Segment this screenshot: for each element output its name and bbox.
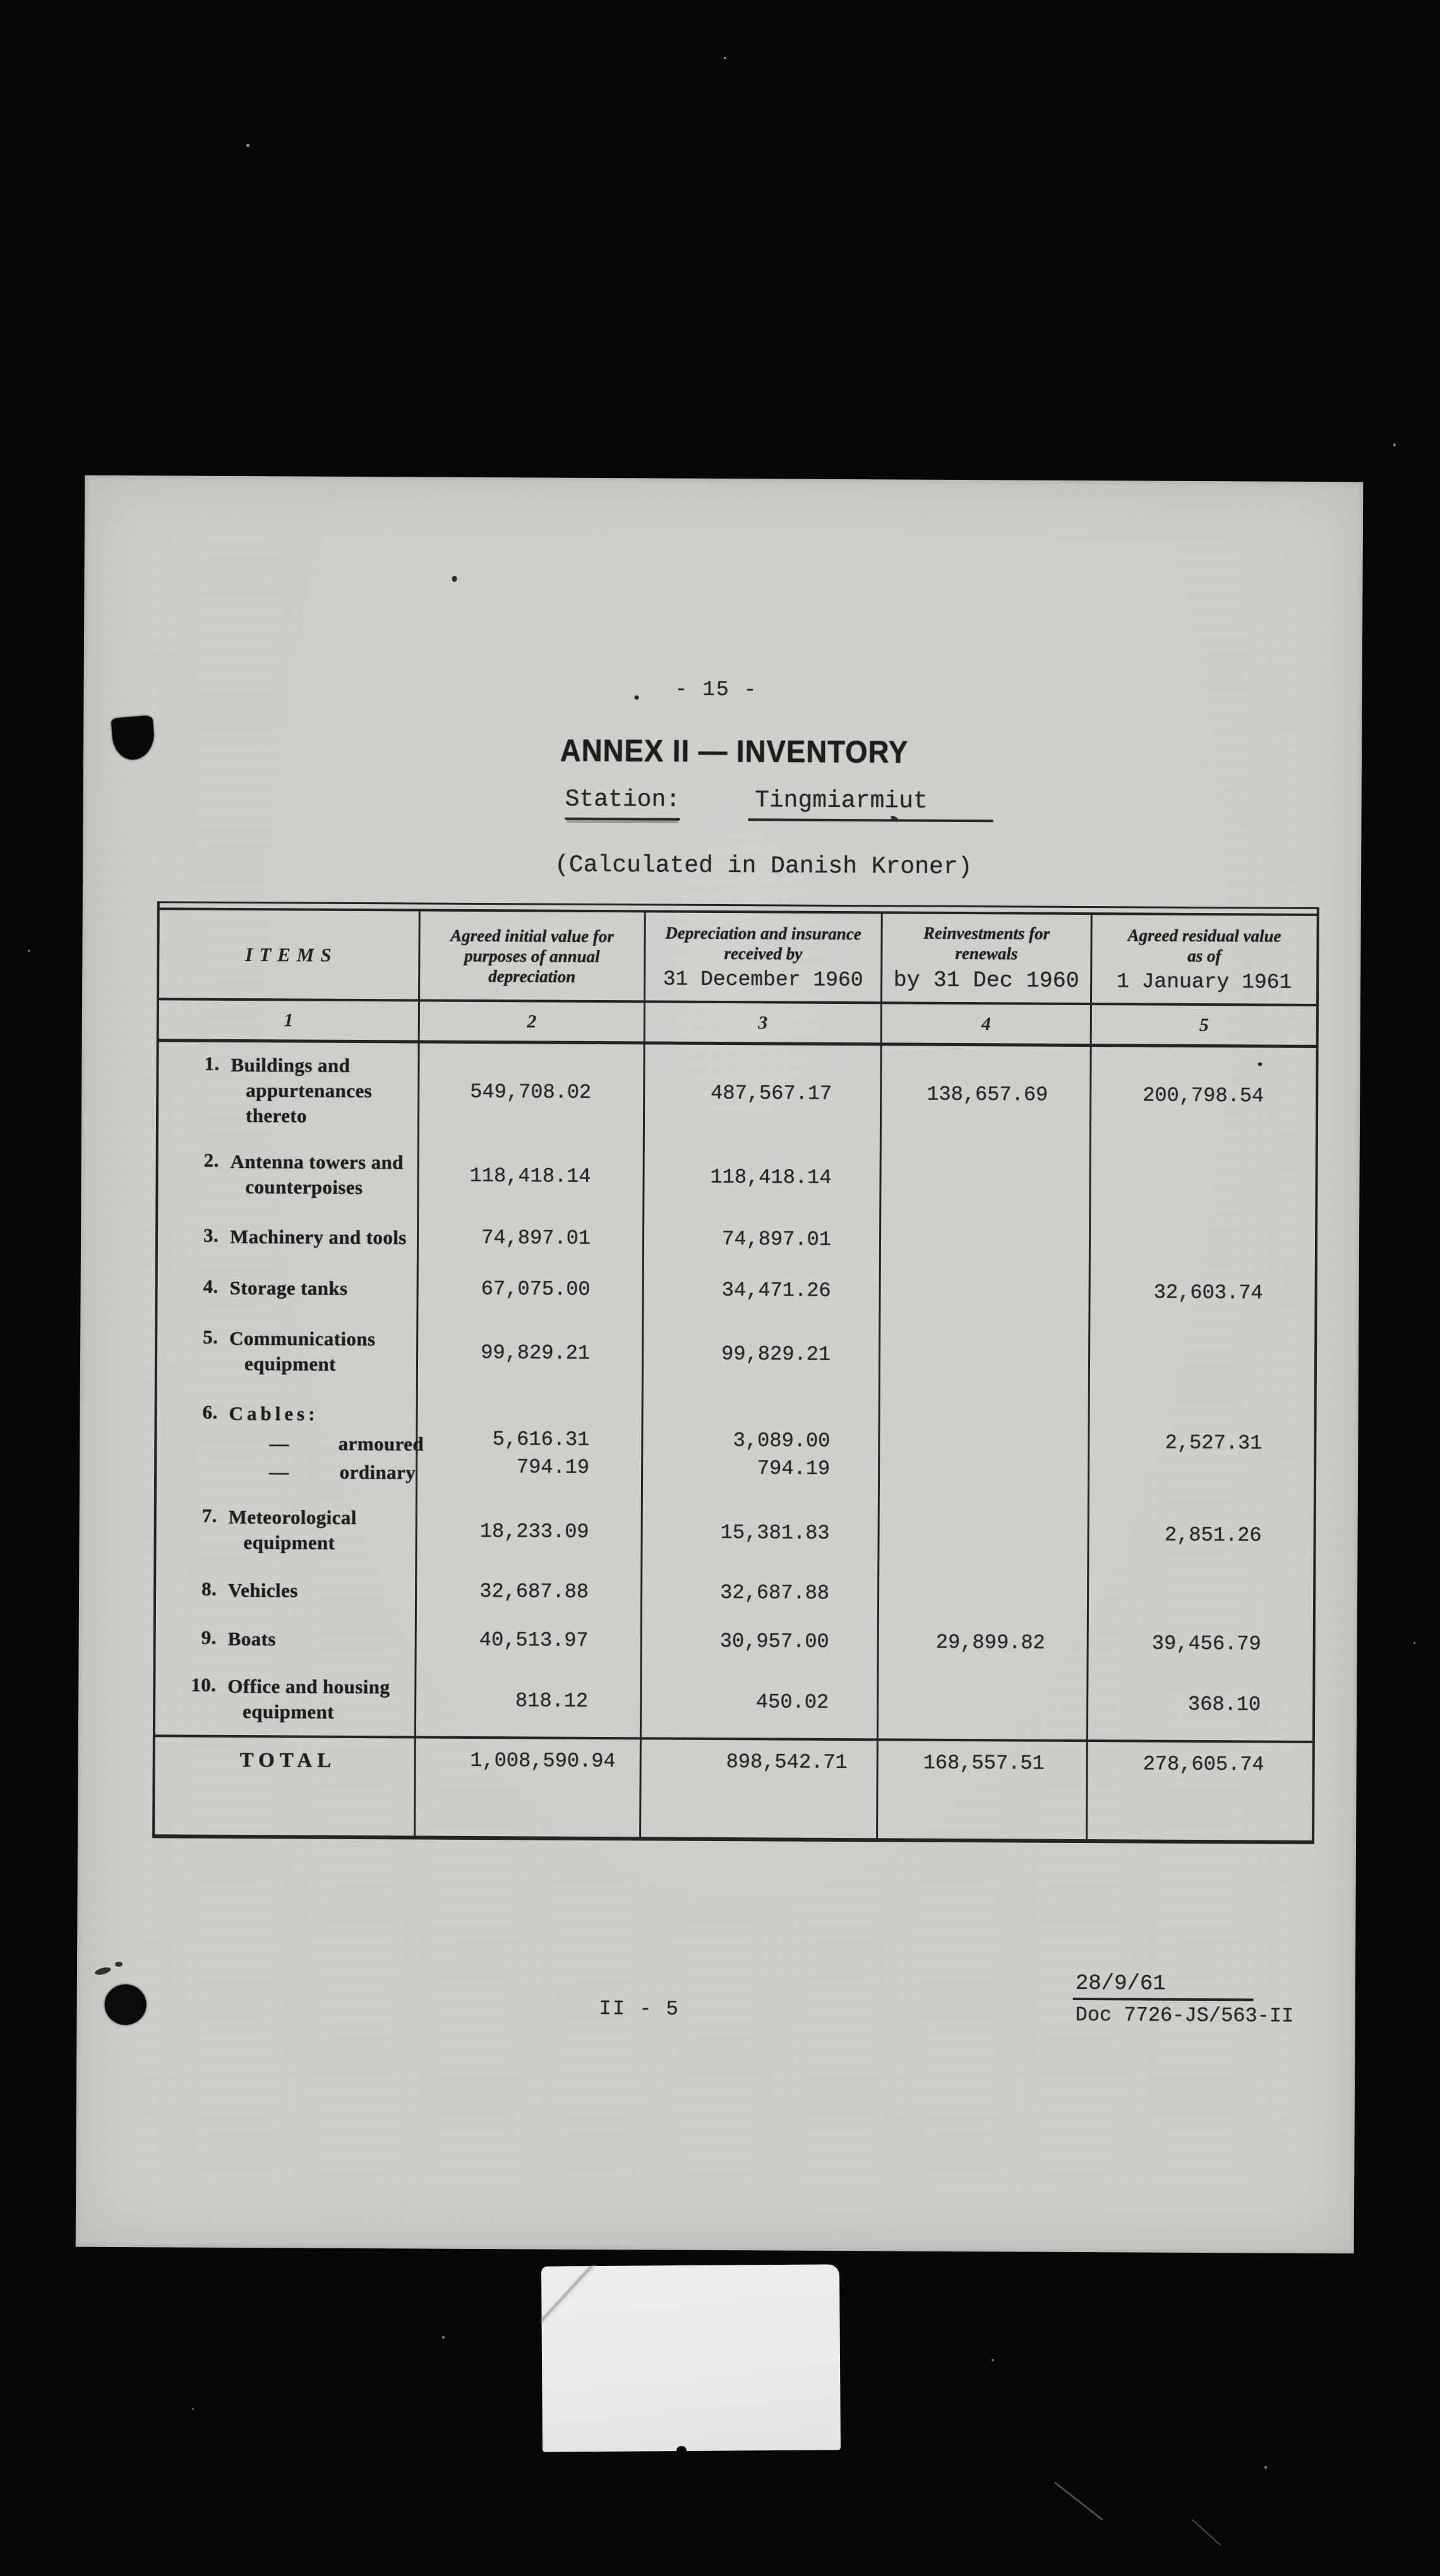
total-value-cell [1086,1739,1312,1840]
cell-value: 74,897.01 [722,1227,832,1251]
header-line: renewals [955,943,1018,963]
item-value-cell [1089,1215,1315,1268]
item-label-line [183,1326,416,1378]
cell-value: 18,233.09 [479,1519,589,1544]
film-splice-card [541,2264,841,2452]
cell-value: 818.12 [515,1688,589,1713]
item-label-text: equipment [243,1531,335,1554]
cell-value: 29,899.82 [935,1630,1045,1655]
station-label: Station: [565,786,681,821]
cell-value: 3,089.00 [733,1429,831,1453]
cell-value: 74,897.01 [481,1226,591,1250]
footer-page-number: II - 5 [599,1997,680,2021]
item-label-line [181,1505,415,1556]
item-number: 8. [201,1577,217,1600]
total-value-cell [639,1737,877,1838]
header-line: as of [1187,946,1221,965]
item-label-text: Meteorological [228,1505,357,1529]
footer-date: 28/9/61 [1075,1971,1166,1996]
item-label-line [183,1224,417,1250]
item-value-cell [1086,1667,1313,1741]
total-label: TOTAL [155,1734,414,1835]
item-label-text: equipment [243,1700,335,1723]
cell-value: 487,567.17 [711,1081,832,1106]
table-body [155,1042,1316,1741]
item-number: 6. [202,1400,218,1423]
item-row-label [156,1493,416,1566]
cell-value: 794.19 [516,1455,590,1479]
item-label-text: Communications [229,1327,376,1351]
column-number: 2 [418,999,644,1044]
item-label-text: Machinery and tools [229,1225,407,1248]
item-number: 4. [203,1275,219,1297]
cell-value: 118,418.14 [469,1164,591,1188]
cell-value: 99,829.21 [481,1340,591,1365]
item-row-label [155,1662,415,1736]
ink-dot [105,1984,147,2025]
cell-value: 549,708.02 [470,1080,592,1104]
document-title: ANNEX II — INVENTORY [560,732,909,770]
footer-doc-block [1076,1972,1294,2028]
header-typed-date: by 31 Dec 1960 [893,967,1079,994]
item-value-cell [415,1615,640,1665]
item-number: 9. [201,1626,217,1649]
film-speck [442,2336,445,2339]
item-label [229,1400,318,1426]
item-label-line [181,1577,415,1604]
item-value-cell [879,1213,1089,1267]
header-reinvestments [880,914,1091,1003]
item-value-cell [417,1139,643,1212]
dash-icon: — [269,1431,289,1454]
item-label-line [182,1400,416,1427]
item-label [230,1149,404,1200]
header-line: depreciation [488,966,576,986]
cell-value: 794.19 [757,1457,831,1481]
item-label [227,1674,390,1725]
item-value-cell [1088,1317,1315,1395]
inventory-table [152,901,1319,1844]
cell-value: 32,603.74 [1153,1280,1263,1305]
item-value-cell [414,1664,640,1737]
item-label-text: Office and housing [227,1674,390,1698]
item-label [228,1505,356,1556]
item-sublabel: armoured [338,1432,424,1455]
film-speck [1393,443,1396,446]
cell-value: 2,527.31 [1165,1431,1263,1455]
film-speck [28,950,30,952]
header-line: received by [724,943,803,963]
item-label-text: Vehicles [228,1578,298,1602]
cell-value: 898,542.71 [726,1750,848,1775]
item-value-cell [880,1046,1090,1143]
value-stack [733,1427,830,1483]
item-row-label [158,1210,417,1263]
item-value-cell [879,1142,1089,1215]
cell-value [1165,1457,1262,1486]
item-row-label [156,1565,415,1615]
cell-value: 1,008,590.94 [470,1748,616,1774]
item-sublabel: ordinary [339,1460,416,1483]
cell-value: 30,957.00 [719,1630,829,1654]
item-label [231,1052,418,1130]
item-value-cell [642,1212,879,1266]
item-value-cell [877,1618,1086,1667]
item-value-cell [642,1315,879,1393]
item-label-text: Boats [227,1627,276,1650]
table-header-row [159,910,1317,1004]
header-depreciation [644,912,881,1001]
cell-value: 5,616.31 [492,1428,590,1452]
item-label [228,1626,276,1651]
item-number: 5. [203,1325,219,1348]
item-number: 1. [204,1052,220,1075]
item-value-cell [1088,1394,1314,1500]
total-value-cell [414,1736,640,1837]
item-label-line [183,1149,417,1201]
item-label-line [181,1626,415,1652]
item-label [229,1326,376,1377]
item-value-cell [878,1393,1088,1498]
smudge-mark [94,1966,112,1976]
paper-speck [452,576,457,582]
currency-note: (Calculated in Danish Kroner) [555,851,973,881]
cell-value: 34,471.26 [721,1279,831,1303]
item-value-cell [1089,1143,1316,1216]
item-value-cell [415,1494,641,1568]
header-line: Depreciation and insurance [665,923,861,943]
header-line: Reinvestments for [923,923,1050,943]
cell-value: 67,075.00 [481,1277,591,1301]
film-speck [1413,1642,1415,1644]
item-value-cell [640,1568,877,1618]
item-label-line [183,1275,417,1301]
item-label-text: Antenna towers and [230,1150,404,1174]
item-number: 10. [191,1673,217,1696]
item-label-line [184,1052,418,1130]
item-row-label [156,1614,415,1664]
item-value-cell [1089,1047,1316,1144]
header-typed-date: 1 January 1961 [1116,969,1292,994]
cell-value: 2,851.26 [1164,1523,1262,1547]
film-speck [246,144,249,147]
header-items [159,910,419,999]
item-value-cell [877,1497,1088,1570]
item-label-text: counterpoises [245,1176,363,1199]
header-line: purposes of annual [464,946,600,966]
item-value-cell [642,1265,879,1316]
item-value-cell [642,1140,880,1213]
item-row-label [157,1312,417,1390]
item-label-text: equipment [244,1352,336,1375]
column-number: 3 [644,1000,880,1046]
item-row-label [159,1042,418,1139]
header-initial-value [418,911,644,1000]
page-number: - 15 - [675,677,758,702]
item-number: 2. [203,1148,219,1171]
item-value-cell [416,1390,642,1496]
film-speck [724,57,726,59]
item-value-cell [415,1566,640,1616]
item-value-cell [1086,1619,1312,1669]
item-label [228,1577,298,1603]
cell-value: 40,513.97 [479,1628,589,1652]
item-row-label [157,1262,416,1313]
station-name: Tingmiarmiut [755,787,928,815]
item-label-text: Buildings and [231,1053,351,1076]
film-scratch [1054,2482,1103,2520]
cell-value: 32,687.88 [479,1580,589,1604]
item-value-cell [417,1043,644,1140]
footer-doc-number: Doc 7726-JS/563-II [1075,2003,1294,2028]
total-value-cell [876,1738,1086,1839]
header-typed-date: 31 December 1960 [663,967,863,992]
column-number: 4 [880,1001,1090,1047]
dash-icon: — [269,1460,289,1482]
cell-value: 99,829.21 [721,1342,831,1366]
item-value-cell [417,1211,642,1265]
cell-value: 138,657.69 [927,1082,1048,1107]
document-page [76,475,1364,2254]
item-value-cell [1087,1570,1313,1620]
footer-rule [1073,1998,1254,2001]
item-value-cell [879,1316,1089,1394]
smudge-mark [115,1962,123,1967]
film-scratch [1192,2519,1221,2546]
item-subrow [182,1460,416,1484]
film-speck [1264,2466,1267,2469]
item-value-cell [640,1665,877,1738]
item-label-text: appurtenances thereto [245,1079,373,1127]
paper-speck [635,695,639,700]
cell-value: 15,381.83 [720,1520,830,1545]
table-total-row [155,1734,1312,1840]
item-value-cell [877,1569,1087,1619]
item-label-text: Cables: [229,1402,319,1425]
film-speck [992,2359,994,2361]
column-number-row [159,998,1316,1048]
item-number: 7. [201,1504,217,1527]
item-value-cell [1087,1498,1314,1571]
item-value-cell [640,1616,877,1666]
station-name-underline [748,787,993,822]
cell-value: 368.10 [1187,1692,1261,1716]
film-speck [192,2408,194,2410]
item-row-label [157,1389,424,1494]
header-line: Agreed initial value for [450,926,615,946]
item-label [230,1275,348,1301]
item-value-cell [1088,1267,1314,1318]
item-label [230,1224,407,1249]
header-line: Agreed residual value [1127,925,1281,946]
item-value-cell [643,1044,880,1142]
cell-value: 32,687.88 [720,1581,830,1605]
header-residual [1090,915,1317,1004]
item-value-cell [879,1266,1088,1317]
cell-value: 118,418.14 [710,1165,832,1190]
item-subrow [182,1431,424,1455]
value-stack [1165,1429,1262,1486]
cell-value: 39,456.79 [1151,1631,1261,1656]
item-label-text: Storage tanks [229,1276,348,1299]
item-row-label [158,1138,417,1211]
item-value-cell [877,1666,1087,1739]
header-items-label: ITEMS [245,943,338,966]
station-line [565,786,994,823]
item-value-cell [641,1392,879,1497]
value-stack [492,1426,589,1482]
item-value-cell [416,1313,642,1392]
item-number: 3. [203,1224,219,1246]
item-label-line [181,1674,414,1726]
cell-value: 200,798.54 [1143,1083,1264,1108]
column-number: 5 [1090,1003,1316,1048]
cell-value: 278,605.74 [1143,1752,1264,1777]
cell-value: 450.02 [755,1690,829,1714]
cell-value: 168,557.51 [923,1751,1045,1775]
column-number: 1 [159,998,418,1043]
item-value-cell [640,1496,878,1569]
item-value-cell [416,1263,642,1315]
